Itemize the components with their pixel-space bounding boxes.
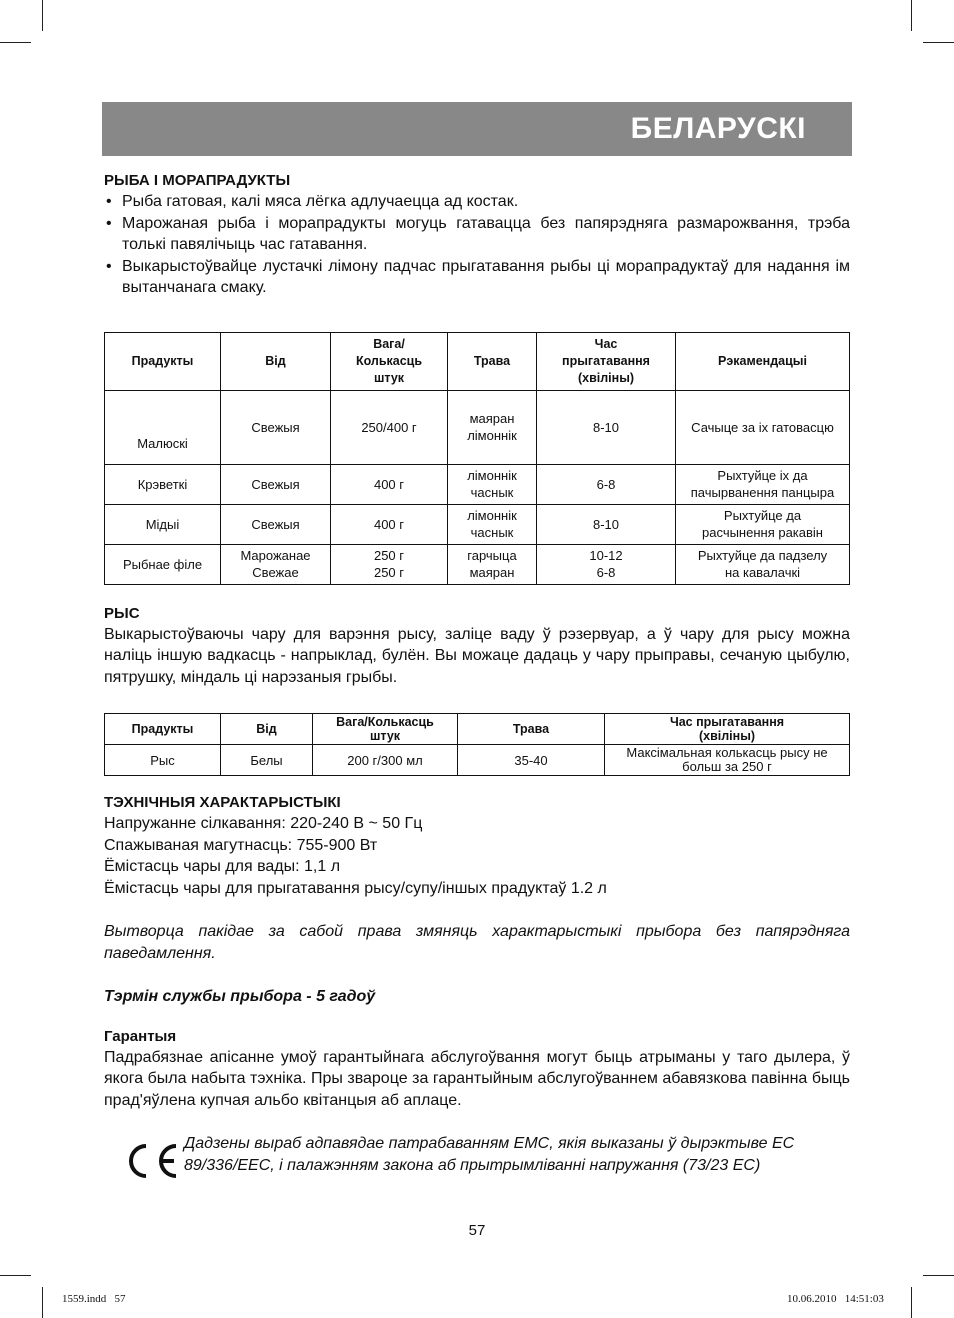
table-cell: 8-10	[537, 504, 676, 544]
table-row	[105, 504, 850, 544]
table-header-cell: Рэкамендацыі	[676, 332, 850, 390]
table-cell: Мідыі	[105, 504, 221, 544]
table-cell: Марожанае Свежае	[221, 544, 331, 584]
table-header-cell: Час прыгатавання (хвіліны)	[537, 332, 676, 390]
table-row	[105, 390, 850, 464]
table-cell: лімоннік часнык	[448, 504, 537, 544]
fish-bullet-list	[104, 191, 850, 299]
table-cell: Рыхтуйце іх да пачырванення панцыра	[676, 464, 850, 504]
rice-cooking-table	[104, 713, 850, 776]
table-cell: Белы	[221, 745, 313, 776]
crop-mark	[923, 42, 954, 43]
rice-section-heading: РЫС	[104, 604, 140, 622]
ce-compliance-text: Дадзены выраб адпавядае патрабаванням ЕМС, якія выказаны ў дырэктыве ЕС 89/336/ЕЕС, і палажэнням закона аб прытрымліванні напружання (73/23 ЕС)	[184, 1135, 795, 1174]
table-header-cell: Вага/ Колькасць штук	[331, 332, 448, 390]
spec-line: Ёмістасць чары для вады: 1,1 л	[104, 858, 341, 875]
table-cell: 400 г	[331, 504, 448, 544]
warranty-paragraph: Падрабязнае апісанне умоў гарантыйнага абслугоўвання могут быць атрыманы у таго дылера, ў якога была набыта тэхніка. Пры звароце за гарантыйным абслугоўваннем абавязкова павінна быць прад'яўлена купчая альбо квітанцыя аб аплаце.	[104, 1048, 850, 1109]
table-cell: Сачыце за іх гатовасцю	[676, 390, 850, 464]
table-header-cell: Від	[221, 332, 331, 390]
language-title: БЕЛАРУСКІ	[630, 112, 806, 145]
table-cell: Рыхтуйце да падзелу на кавалачкі	[676, 544, 850, 584]
table-cell: Максімальная колькасць рысу не больш за 250 г	[605, 745, 850, 776]
table-cell: 8-10	[537, 390, 676, 464]
list-item: • Марожаная рыба і морапрадукты могуць гатавацца без папярэдняга размарожвання, трэба толькі павялічыць час гатавання.	[106, 214, 850, 253]
table-cell: 250/400 г	[331, 390, 448, 464]
table-cell: 35-40	[458, 745, 605, 776]
table-cell: Рыхтуйце да расчынення ракавін	[676, 504, 850, 544]
fish-section-heading: РЫБА І МОРАПРАДУКТЫ	[104, 172, 291, 189]
service-life: Тэрмін службы прыбора - 5 гадоў	[104, 988, 376, 1005]
footer-date-info: 10.06.2010 14:51:03	[787, 1293, 884, 1305]
list-item: • Рыба гатовая, калі мяса лёгка адлучаецца ад костак.	[104, 191, 850, 213]
table-cell: 10-12 6-8	[537, 544, 676, 584]
table-cell: Рыс	[105, 745, 221, 776]
table-cell: Рыбнае філе	[105, 544, 221, 584]
table-header-row	[105, 332, 850, 390]
table-cell: Свежыя	[221, 390, 331, 464]
table-header-cell: Вага/Колькасць штук	[313, 714, 458, 745]
table-header-cell: Час прыгатавання (хвіліны)	[605, 714, 850, 745]
list-item: • Выкарыстоўвайце лустачкі лімону падчас прыгатавання рыбы ці морапрадуктаў для надання ім вытанчанага смаку.	[106, 257, 850, 296]
table-cell: 6-8	[537, 464, 676, 504]
spec-line: Ёмістасць чары для прыгатавання рысу/супу/іншых прадуктаў 1.2 л	[104, 879, 607, 897]
table-row	[105, 464, 850, 504]
table-cell: гарчыца маяран	[448, 544, 537, 584]
fish-cooking-table	[104, 332, 850, 585]
table-cell: маяран лімоннік	[448, 390, 537, 464]
crop-mark	[42, 0, 43, 31]
table-header-cell: Трава	[448, 332, 537, 390]
page-content	[104, 172, 850, 1192]
crop-mark	[0, 1275, 31, 1276]
table-cell: Крэветкі	[105, 464, 221, 504]
rice-paragraph: Выкарыстоўваючы чару для варэння рысу, заліце ваду ў рэзервуар, а ў чару для рысу можна наліць іншую вадкасць - напрыклад, булён. Вы можаце дадаць у чару прыправы, сечаную цыбулю, пятрушку, міндаль ці нарэзаныя грыбы.	[104, 625, 850, 686]
table-cell: 250 г 250 г	[331, 544, 448, 584]
spec-line: Спажываная магутнасць: 755-900 Вт	[104, 836, 378, 854]
specs-section-heading: ТЭХНІЧНЫЯ ХАРАКТАРЫСТЫКІ	[104, 794, 341, 811]
bullet-icon: •	[106, 193, 112, 210]
crop-mark	[42, 1287, 43, 1318]
page-number: 57	[468, 1222, 486, 1239]
crop-mark	[923, 1275, 954, 1276]
table-header-cell: Трава	[458, 714, 605, 745]
crop-mark	[911, 0, 912, 31]
language-header-bar	[102, 102, 852, 156]
spec-line: Напружанне сілкавання: 220-240 В ~ 50 Гц	[104, 815, 423, 832]
table-cell: 200 г/300 мл	[313, 745, 458, 776]
table-cell: Малюскі	[105, 390, 221, 464]
table-cell: 400 г	[331, 464, 448, 504]
table-cell: Свежыя	[221, 504, 331, 544]
crop-mark	[911, 1287, 912, 1318]
table-cell: лімоннік часнык	[448, 464, 537, 504]
bullet-icon: •	[106, 214, 112, 232]
table-row	[105, 544, 850, 584]
table-header-cell: Від	[221, 714, 313, 745]
footer-file-info: 1559.indd 57	[62, 1293, 126, 1305]
table-cell: Свежыя	[221, 464, 331, 504]
bullet-icon: •	[106, 257, 112, 275]
table-header-cell: Прадукты	[105, 714, 221, 745]
table-header-cell: Прадукты	[105, 332, 221, 390]
manufacturer-notice: Вытворца пакідае за сабой права змяняць характарыстыкі прыбора без папярэдняга паведамлення.	[104, 923, 850, 962]
table-row	[105, 745, 850, 776]
table-header-row	[105, 714, 850, 745]
crop-mark	[0, 42, 31, 43]
warranty-heading: Гарантыя	[104, 1027, 177, 1045]
ce-compliance-block	[104, 1133, 850, 1176]
ce-mark-icon	[118, 1141, 182, 1181]
